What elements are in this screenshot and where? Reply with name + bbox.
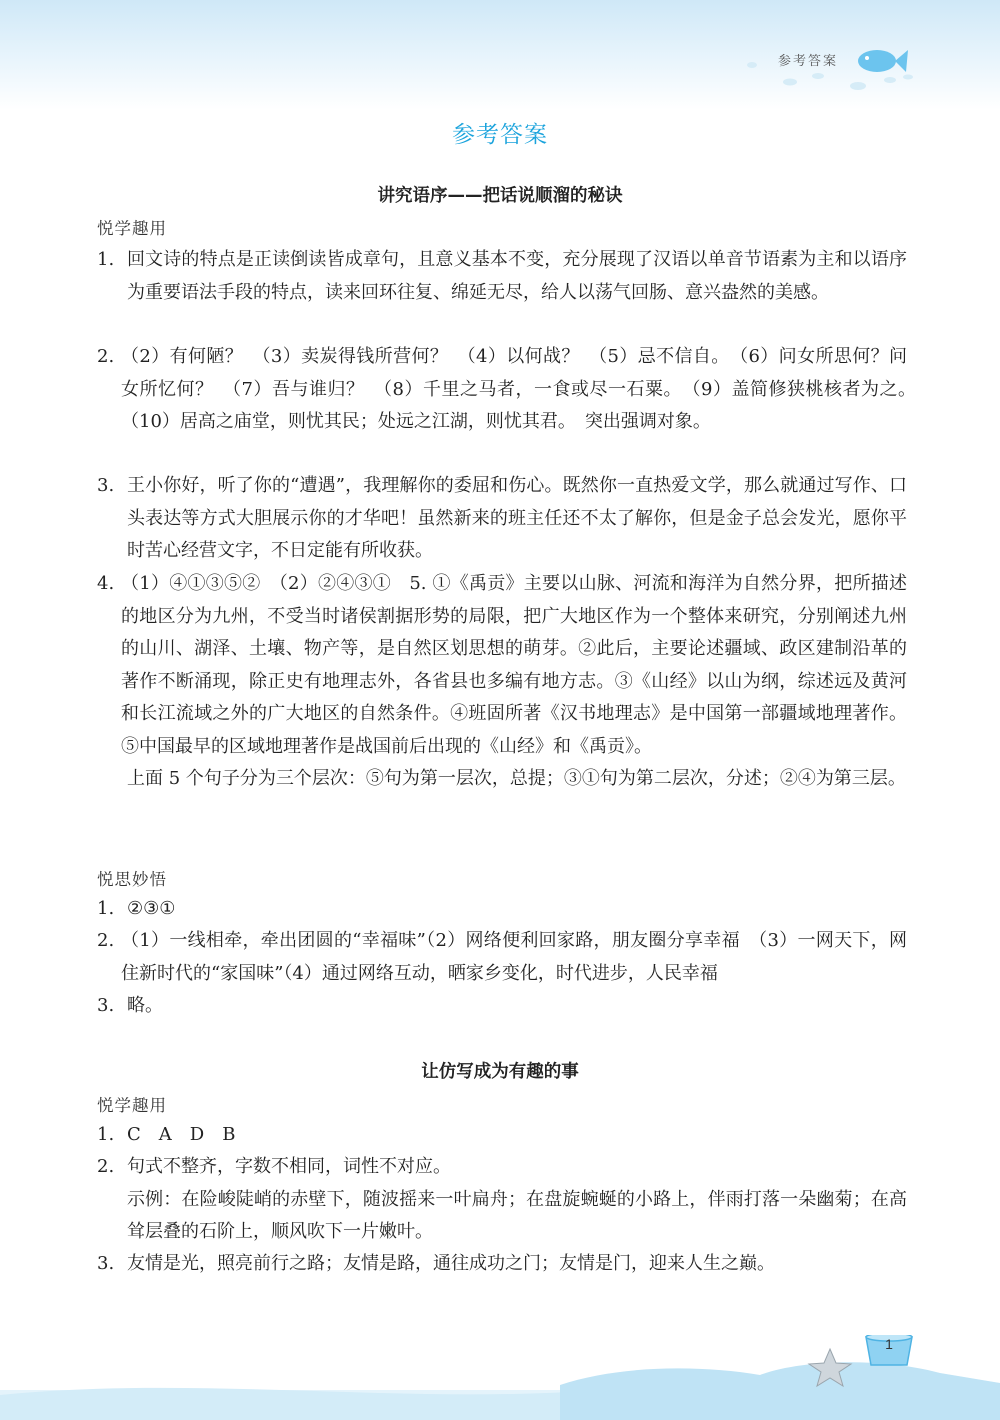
footer-band <box>0 1335 1000 1420</box>
item-text: ②③① <box>127 898 176 919</box>
item-text: （1）一线相牵，牵出团圆的“幸福味”（2）网络便利回家路，朋友圈分享幸福 （3）一网天下，网住新时代的“家国味”（4）通过网络互动，晒家乡变化，时代进步，人民幸福 <box>121 930 907 984</box>
list-item <box>97 990 907 1023</box>
item-number: 2. <box>97 346 115 367</box>
item-text: 回文诗的特点是正读倒读皆成章句，且意义基本不变，充分展现了汉语以单音节语素为主和以语序为重要语法手段的特点，读来回环往复、绵延无尽，给人以荡气回肠、意兴盎然的美感。 <box>127 249 907 303</box>
item-text: （2）有何陋？ （3）卖炭得钱所营何？ （4）以何战？ （5）忌不信自。 （6）问女所思何？问女所忆何？ （7）吾与谁归？ （8）千里之马者，一食或尽一石粟。 （9）盖简修狭桃核者为之。 （10）居高之庙堂，则忧其民；处远之江湖，则忧其君。 突出强调对象。 <box>121 346 925 432</box>
list-item <box>97 341 925 439</box>
item-text: 句式不整齐，字数不相同，词性不对应。 <box>127 1156 451 1177</box>
section-title: 让仿写成为有趣的事 <box>421 1062 579 1082</box>
list-item <box>97 244 907 309</box>
item-number: 3. <box>97 995 115 1016</box>
item-text: C A D B <box>127 1124 236 1145</box>
fish-icon <box>858 50 908 72</box>
item-number: 3. <box>97 1253 115 1274</box>
list-item <box>97 568 907 796</box>
item-number: 2. <box>97 1156 115 1177</box>
item-number: 1. <box>97 249 115 270</box>
item-text: （1）④①③⑤② （2）②④③① 5. ①《禹贡》主要以山脉、河流和海洋为自然分界，把所描述的地区分为九州，不受当时诸侯割据形势的局限，把广大地区作为一个整体来研究，分别阐述九州的山川、湖泽、土壤、物产等，是自然区划思想的萌芽。②此后，主要论述疆域、政区建制沿革的著作不断涌现，除正史有地理志外，各省县也多编有地方志。③《山经》以山为纲，综述远及黄河和长江流域之外的广大地区的自然条件。④班固所著《汉书地理志》是中国第一部疆域地理著作。⑤中国最早的区域地理著作是战国前后出现的《山经》和《禹贡》。 <box>121 573 907 757</box>
item-number: 1. <box>97 1124 115 1145</box>
subsection-label: 悦学趣用 <box>97 219 167 238</box>
running-header: 参考答案 <box>778 54 839 69</box>
item-note: 上面 5 个句子分为三个层次：⑤句为第一层次，总提；③①句为第二层次，分述；②④为第三层。 <box>127 768 906 789</box>
item-text: 王小你好，听了你的“遭遇”，我理解你的委屈和伤心。既然你一直热爱文学，那么就通过写作、口头表达等方式大胆展示你的才华吧！虽然新来的班主任还不太了解你，但是金子总会发光，愿你平时苦心经营文字，不日定能有所收获。 <box>127 475 907 561</box>
page-number: 1 <box>885 1336 893 1352</box>
list-item <box>97 1248 907 1281</box>
list-item <box>97 893 907 926</box>
subsection-label: 悦思妙悟 <box>97 870 167 889</box>
item-text: 略。 <box>127 995 163 1016</box>
item-number: 3. <box>97 475 115 496</box>
subsection-label: 悦学趣用 <box>97 1096 167 1115</box>
item-number: 4. <box>97 573 115 594</box>
fish-bubbles-decoration <box>740 40 940 100</box>
list-item <box>97 925 907 990</box>
item-number: 1. <box>97 898 115 919</box>
list-item <box>97 1151 907 1249</box>
list-item <box>97 470 907 568</box>
list-item <box>97 1119 907 1152</box>
item-note: 示例：在险峻陡峭的赤壁下，随波摇来一叶扁舟；在盘旋蜿蜒的小路上，伴雨打落一朵幽菊；在高耸层叠的石阶上，顺风吹下一片嫩叶。 <box>127 1188 907 1242</box>
section-title: 讲究语序——把话说顺溜的秘诀 <box>377 186 623 206</box>
item-number: 2. <box>97 930 115 951</box>
page-title: 参考答案 <box>452 122 548 148</box>
item-text: 友情是光，照亮前行之路；友情是路，通往成功之门；友情是门，迎来人生之巅。 <box>127 1253 775 1274</box>
